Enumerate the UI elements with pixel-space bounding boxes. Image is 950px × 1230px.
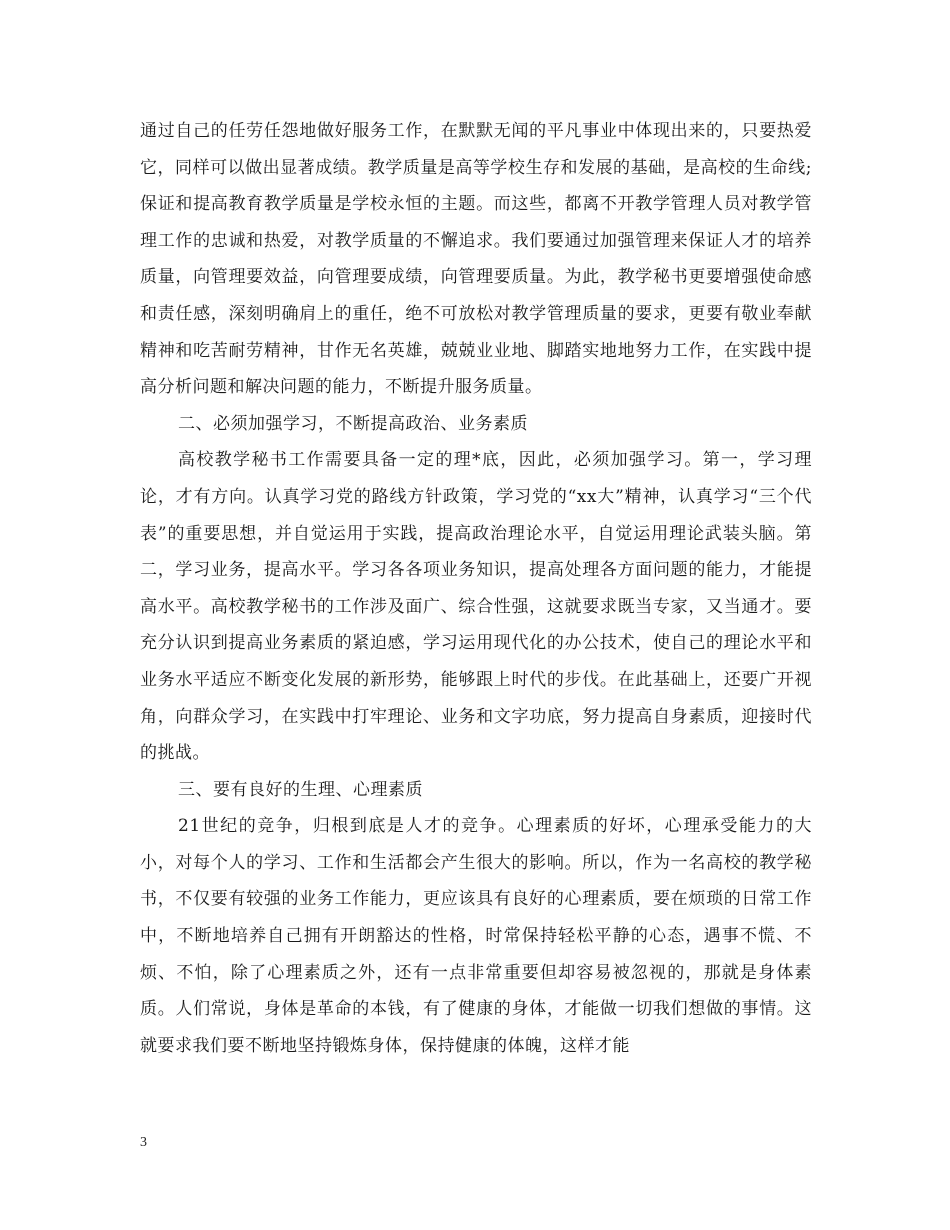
page-body	[140, 113, 812, 1064]
section-heading-3: 三、要有良好的生理、心理素质	[178, 779, 423, 800]
section-heading-2: 二、必须加强学习，不断提高政治、业务素质	[178, 413, 528, 434]
paragraph-psychology: 21世纪的竞争，归根到底是人才的竞争。心理素质的好坏，心理承受能力的大小，对每个人的学习、工作和生活都会产生很大的影响。所以，作为一名高校的教学秘书，不仅要有较强的业务工作能力，更应该具有良好的心理素质，要在烦琐的日常工作中，不断地培养自己拥有开朗豁达的性格，时常保持轻松平静的心态，遇事不慌、不烦、不怕，除了心理素质之外，还有一点非常重要但却容易被忽视的，那就是身体素质。人们常说，身体是革命的本钱，有了健康的身体，才能做一切我们想做的事情。这就要求我们要不断地坚持锻炼身体，保持健康的体魄，这样才能	[140, 816, 812, 1056]
paragraph-study: 高校教学秘书工作需要具备一定的理*底，因此，必须加强学习。第一，学习理论，才有方向。认真学习党的路线方针政策，学习党的“xx大”精神，认真学习“三个代表”的重要思想，并自觉运用于实践，提高政治理论水平，自觉运用理论武装头脑。第二，学习业务，提高水平。学习各各项业务知识，提高处理各方面问题的能力，才能提高水平。高校教学秘书的工作涉及面广、综合性强，这就要求既当专家，又当通才。要充分认识到提高业务素质的紧迫感，学习运用现代化的办公技术，使自己的理论水平和业务水平适应不断变化发展的新形势，能够跟上时代的步伐。在此基础上，还要广开视角，向群众学习，在实践中打牢理论、业务和文字功底，努力提高自身素质，迎接时代的挑战。	[140, 450, 812, 764]
paragraph-continued: 通过自己的任劳任怨地做好服务工作，在默默无闻的平凡事业中体现出来的，只要热爱它，同样可以做出显著成绩。教学质量是高等学校生存和发展的基础，是高校的生命线;保证和提高教育教学质量是学校永恒的主题。而这些，都离不开教学管理人员对教学管理工作的忠诚和热爱，对教学质量的不懈追求。我们要通过加强管理来保证人才的培养质量，向管理要效益，向管理要成绩，向管理要质量。为此，教学秘书更要增强使命感和责任感，深刻明确肩上的重任，绝不可放松对教学管理质量的要求，更要有敬业奉献精神和吃苦耐劳精神，甘作无名英雄，兢兢业业地、脚踏实地地努力工作，在实践中提高分析问题和解决问题的能力，不断提升服务质量。	[140, 121, 812, 398]
page-number: 3	[140, 1135, 147, 1150]
